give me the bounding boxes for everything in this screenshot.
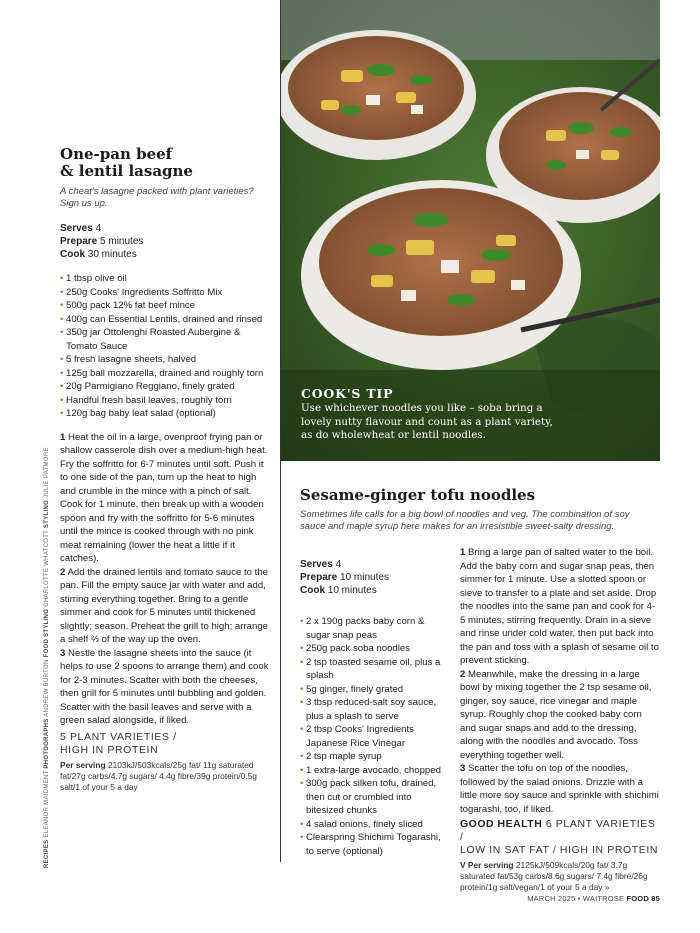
- cooks-tip-heading: COOK'S TIP: [301, 386, 394, 401]
- nutrition-info: V Per serving 2125kJ/509kcals/20g fat/ 3.7g saturated fat/53g carbs/8.6g sugars/ 7.4g fibre/26g protein/1g salt/vegan/1 of your 5 a day »: [460, 860, 648, 892]
- ingredient-item: • 250g pack soba noodles: [300, 642, 450, 656]
- ingredient-item: • 20g Parmigiano Reggiano, finely grated: [60, 380, 270, 394]
- ingredient-item: • 3 tbsp reduced-salt soy sauce, plus a splash to serve: [300, 696, 450, 723]
- recipe-intro: Sometimes life calls for a big bowl of noodles and veg. The combination of soy sauce and maple syrup here makes for an irresistible sweet-salty dressing.: [300, 509, 630, 532]
- recipe-noodles-ingredients: [300, 546, 450, 858]
- recipe-meta: Serves 4 Prepare 10 minutes Cook 10 minutes: [300, 559, 389, 596]
- ingredient-item: • 2 tsp toasted sesame oil, plus a splash: [300, 656, 450, 683]
- ingredient-item: • 2 tbsp Cooks' Ingredients Japanese Rice Vinegar: [300, 723, 450, 750]
- ingredient-item: • 120g bag baby leaf salad (optional): [60, 407, 270, 421]
- ingredient-item: • 250g Cooks' Ingredients Soffritto Mix: [60, 286, 270, 300]
- ingredient-item: • 500g pack 12% fat beef mince: [60, 299, 270, 313]
- ingredient-item: • 4 salad onions, finely sliced: [300, 818, 450, 832]
- plant-varieties: 5 PLANT VARIETIES / HIGH IN PROTEIN: [60, 730, 177, 756]
- ingredient-item: • 5g ginger, finely grated: [300, 683, 450, 697]
- ingredient-list: [300, 615, 450, 858]
- page-footer: MARCH 2025 • WAITROSE FOOD 85: [527, 894, 660, 903]
- ingredient-item: • 5 fresh lasagne sheets, halved: [60, 353, 270, 367]
- nutrition-info: Per serving 2103kJ/503kcals/25g fat/ 11g saturated fat/27g carbs/4.7g sugars/ 4.4g fibre/39g protein/0.5g salt/1 of your 5 a day: [60, 759, 257, 792]
- method-step: 3 Nestle the lasagne sheets into the sauce (it helps to use 2 spoons to arrange them) and cook for 2-3 minutes. Scatter with both the cheeses, then grill for 5 minutes until bubbling and golden. Scatter with the basil leaves and serve with a green salad alongside, if liked.: [60, 647, 269, 726]
- recipe-noodles-method: [460, 546, 660, 893]
- method-step: 1 Heat the oil in a large, ovenproof frying pan or shallow casserole dish over a medium-high heat. Fry the soffritto for 6-7 minutes until soft. Push it to one side of the pan, turn up the heat to high and crumble in the mince with a pinch of salt. Cook for 1 minute, then break up with a wooden spoon and fry with the soffritto for 5-6 minutes until the mince is cooked through with no pink meat remaining (lower the heat a little if it catches).: [60, 431, 268, 564]
- method: [60, 431, 270, 728]
- method-step: 2 Meanwhile, make the dressing in a large bowl by mixing together the 2 tsp sesame oil, ginger, soy sauce, rice vinegar and maple syrup. Roughly chop the cooked baby corn and sugar snaps and add to the dressing, along with the noodles and avocado. Toss everything together well.: [460, 668, 652, 761]
- recipe-intro: A cheat's lasagne packed with plant varieties? Sign us up.: [60, 186, 254, 209]
- ingredient-item: • 400g can Essential Lentils, drained and rinsed: [60, 313, 270, 327]
- ingredient-item: • 1 tbsp olive oil: [60, 272, 270, 286]
- photo-credits: RECIPES ELEANOR MAIDMENT PHOTOGRAPHS ANDREW BURTON FOOD STYLING CHARLOTTE WHATCOTT STYLING JULIE PATMORE: [44, 447, 50, 868]
- recipe-title: One-pan beef & lentil lasagne: [60, 145, 193, 180]
- ingredient-item: • 1 extra-large avocado, chopped: [300, 764, 450, 778]
- cooks-tip-body: Use whichever noodles you like – soba bring a lovely nutty flavour and count as a plant variety, as do wholewheat or lentil noodles.: [301, 402, 553, 441]
- ingredient-item: • 125g ball mozzarella, drained and roughly torn: [60, 367, 270, 381]
- method-step: 2 Add the drained lentils and tomato sauce to the pan. Fill the empty sauce jar with water and add, stirring everything together. Bring to a gentle simmer and cook for 5 minutes until thickened slightly; season. Preheat the grill to high; arrange a shelf ⅔ of the way up the oven.: [60, 566, 269, 645]
- ingredient-list: [60, 272, 270, 421]
- method: [460, 546, 660, 816]
- ingredient-item: • 350g jar Ottolenghi Roasted Aubergine & Tomato Sauce: [60, 326, 270, 353]
- ingredient-item: • Handful fresh basil leaves, roughly torn: [60, 394, 270, 408]
- ingredient-item: • 2 tsp maple syrup: [300, 750, 450, 764]
- noodle-photo: [281, 0, 660, 461]
- method-step: 3 Scatter the tofu on top of the noodles, followed by the salad onions. Drizzle with a little more soy sauce and sprinkle with shichimi togarashi, too, if liked.: [460, 763, 659, 815]
- method-step: 1 Bring a large pan of salted water to the boil. Add the baby corn and sugar snap peas, then simmer for 1 minute. Use a slotted spoon or sieve to transfer to a plate and set aside. Drop the noodles into the same pan and cook for 4-5 minutes, stirring frequently. Drain in a sieve and rinse under cold water, then put back into the pan and toss with a splash of sesame oil to prevent sticking.: [460, 547, 659, 666]
- ingredient-item: • 300g pack silken tofu, drained, then cut or crumbled into bitesized chunks: [300, 777, 450, 818]
- ingredient-item: • Clearspring Shichimi Togarashi, to serve (optional): [300, 831, 450, 858]
- good-health-badge: GOOD HEALTH 6 PLANT VARIETIES / LOW IN SAT FAT / HIGH IN PROTEIN: [460, 818, 659, 856]
- ingredient-item: • 2 x 190g packs baby corn & sugar snap peas: [300, 615, 450, 642]
- recipe-meta: Serves 4 Prepare 5 minutes Cook 30 minutes: [60, 223, 144, 260]
- recipe-lasagne: [60, 146, 270, 793]
- recipe-title: Sesame-ginger tofu noodles: [300, 486, 536, 504]
- recipe-noodles-header: [300, 486, 660, 533]
